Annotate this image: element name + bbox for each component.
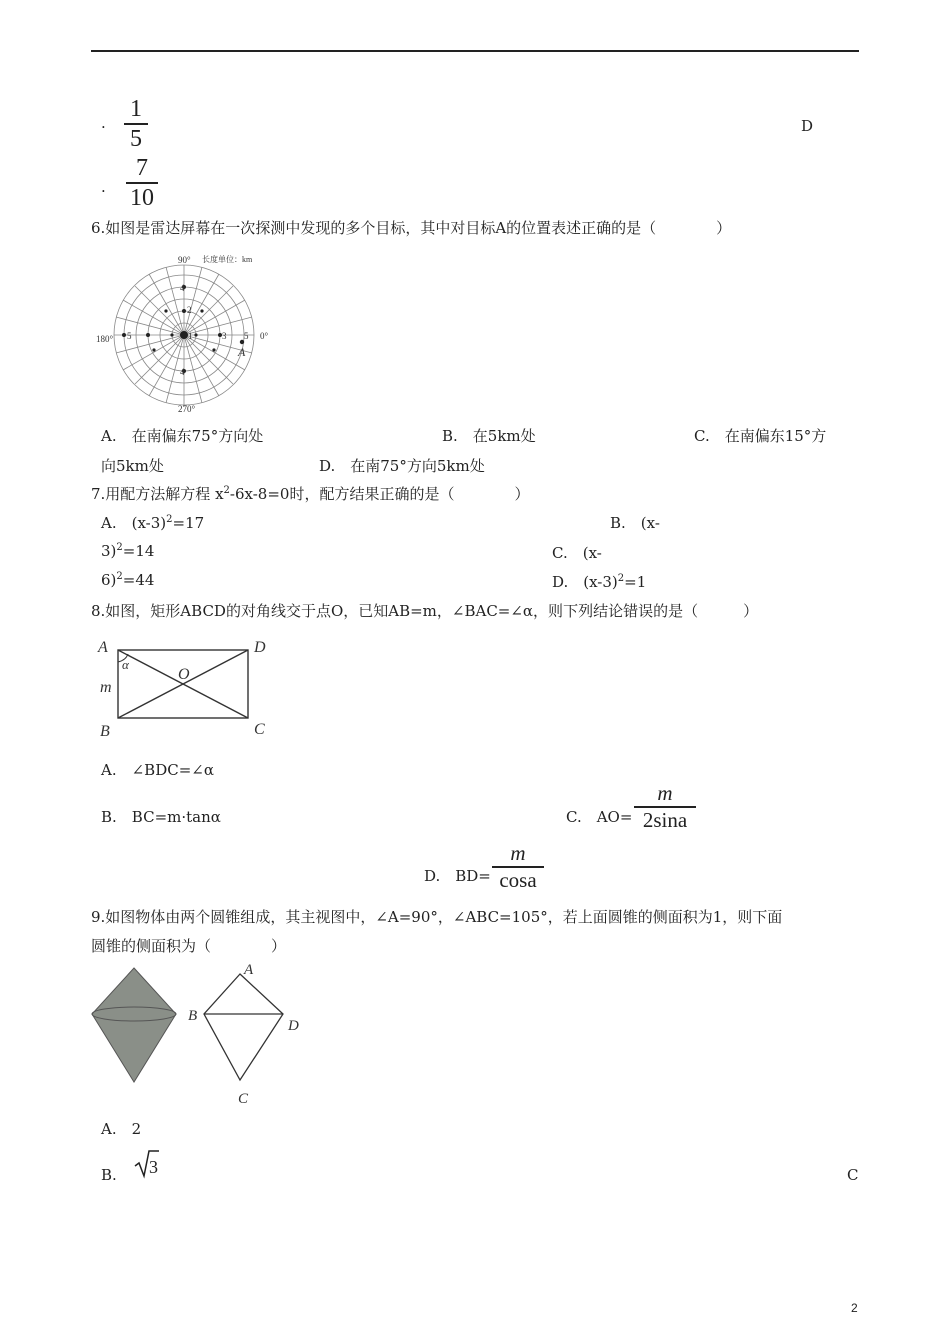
fraction-numerator: m xyxy=(657,781,673,805)
option-text: D. (x-3) xyxy=(552,573,618,591)
q7-option-a xyxy=(101,512,204,533)
q6-option-c-cont: 向5km处 xyxy=(101,457,164,475)
question-9-stem-cont: 圆锥的侧面积为（ ） xyxy=(91,937,287,955)
option-text: 3) xyxy=(101,542,117,560)
cone-label-a: A xyxy=(244,962,254,978)
option-text: =14 xyxy=(122,542,155,560)
sqrt-symbol xyxy=(134,1149,160,1179)
exponent: 2 xyxy=(617,573,625,584)
radar-target-a: A xyxy=(238,345,246,359)
question-7-stem xyxy=(91,483,529,504)
radar-unit-label: 长度单位：km xyxy=(202,255,253,264)
page-number: 2 xyxy=(851,1301,858,1315)
rect-label-alpha: α xyxy=(122,657,129,672)
exponent: 2 xyxy=(223,485,230,496)
cone-label-b: B xyxy=(188,1008,198,1024)
fraction-numerator: 7 xyxy=(136,155,148,181)
sqrt-radicand: 3 xyxy=(149,1157,158,1177)
rectangle-figure xyxy=(92,632,282,742)
fraction-denominator: 5 xyxy=(130,126,142,152)
cone-label-c: C xyxy=(238,1091,249,1107)
fraction-one-fifth xyxy=(124,97,148,151)
radar-label-right: 0° xyxy=(260,331,269,341)
rect-label-c: C xyxy=(254,721,265,738)
fraction-numerator: m xyxy=(510,841,526,865)
solid-double-cone xyxy=(92,968,176,1082)
q7-option-b-cont xyxy=(101,542,154,560)
q7-option-b: B. (x- xyxy=(610,514,660,532)
exponent: 2 xyxy=(116,571,123,582)
radar-radial-label: 5 xyxy=(244,331,249,341)
double-cone-figure xyxy=(88,962,308,1107)
cone-label-d: D xyxy=(288,1018,299,1034)
rect-label-a: A xyxy=(98,639,108,656)
question-9-stem: 9.如图物体由两个圆锥组成，其主视图中，∠A=90°，∠ABC=105°，若上面圆锥的侧面积为1，则下面 xyxy=(91,908,783,926)
rect-label-d: D xyxy=(254,639,266,656)
stem-text: -6x-8=0时，配方结果正确的是（ ） xyxy=(229,485,530,503)
q6-option-a: A. 在南偏东75°方向处 xyxy=(101,427,264,445)
q6-option-d: D. 在南75°方向5km处 xyxy=(319,457,485,475)
fraction-denominator: 2sina xyxy=(642,808,688,832)
q8-option-b: B. BC=m·tanα xyxy=(101,808,221,826)
option-text: =1 xyxy=(624,573,647,591)
rect-label-m: m xyxy=(100,679,112,696)
fraction-denominator: 10 xyxy=(130,185,154,211)
q8-option-d-label: D. BD= xyxy=(424,867,491,885)
q6-option-b: B. 在5km处 xyxy=(442,427,536,445)
option-text: 6) xyxy=(101,571,117,589)
q7-option-c: C. (x- xyxy=(552,544,602,562)
header-rule xyxy=(91,50,859,52)
radar-label-top: 90° xyxy=(178,255,191,265)
q7-option-d xyxy=(552,571,646,592)
q9-option-b-label: B. xyxy=(101,1166,117,1184)
fraction-bar xyxy=(126,182,158,184)
exponent: 2 xyxy=(166,514,173,525)
radar-figure xyxy=(92,250,282,415)
option-text: =17 xyxy=(172,514,205,532)
option-bullet: · xyxy=(101,182,106,200)
radar-radial-label: 2 xyxy=(187,305,192,315)
rect-label-o: O xyxy=(178,666,190,683)
option-text: =44 xyxy=(122,571,155,589)
radar-radial-label: 1 xyxy=(188,331,193,341)
q6-option-c: C. 在南偏东15°方 xyxy=(694,427,827,445)
rect-label-b: B xyxy=(100,723,110,740)
question-8-stem: 8.如图，矩形ABCD的对角线交于点O，已知AB=m，∠BAC=∠α，则下列结论错误的是（ ） xyxy=(91,602,759,620)
option-bullet: · xyxy=(101,118,106,136)
q8-option-d-fraction xyxy=(492,843,544,891)
q8-option-c-label: C. AO= xyxy=(566,808,633,826)
option-text: A. (x-3) xyxy=(101,514,167,532)
radar-label-left: 180° xyxy=(96,334,114,344)
fraction-seven-tenths xyxy=(126,156,158,210)
fraction-numerator: 1 xyxy=(130,96,142,122)
question-6-stem: 6.如图是雷达屏幕在一次探测中发现的多个目标，其中对目标A的位置表述正确的是（ ） xyxy=(91,219,732,237)
stem-text: 7.用配方法解方程 x xyxy=(91,485,224,503)
q9-option-a: A. 2 xyxy=(101,1120,142,1138)
q8-option-c-fraction xyxy=(634,783,696,831)
fraction-bar xyxy=(124,123,148,125)
exponent: 2 xyxy=(116,542,123,553)
radar-radial-label: 5 xyxy=(127,331,132,341)
fraction-denominator: cosa xyxy=(499,868,537,892)
radar-label-bottom: 270° xyxy=(178,404,196,414)
radar-radial-label: 4 xyxy=(180,283,185,293)
front-view-outline xyxy=(204,974,283,1080)
q8-option-a: A. ∠BDC=∠α xyxy=(101,761,214,779)
option-label-d: D xyxy=(801,117,814,135)
radar-radial-label: 3 xyxy=(222,331,227,341)
q7-option-c-cont xyxy=(101,571,154,589)
option-label-c: C xyxy=(847,1166,859,1184)
radar-radial-label: 4 xyxy=(180,367,185,377)
